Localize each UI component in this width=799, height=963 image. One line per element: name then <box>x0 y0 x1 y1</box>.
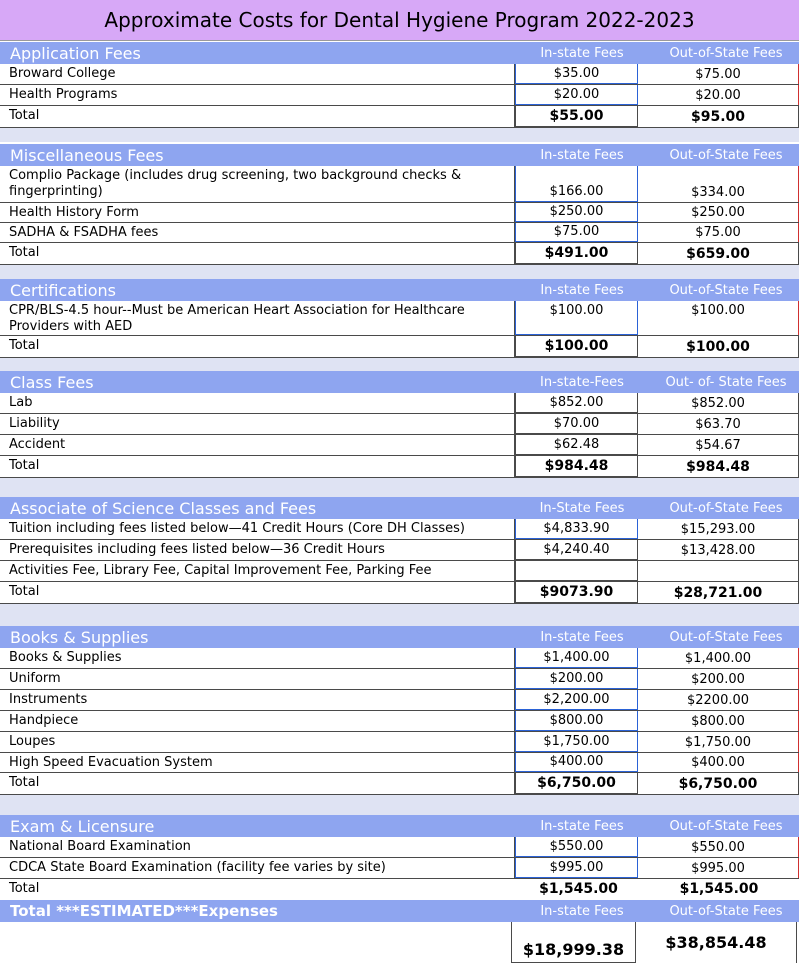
row-label: Loupes <box>0 732 515 752</box>
out-of-state-value: $1,750.00 <box>638 732 799 752</box>
col-out-of-state-header: Out-of-State Fees <box>669 819 783 834</box>
row-label: Broward College <box>0 64 515 84</box>
in-state-value: $995.00 <box>515 858 638 878</box>
in-state-value: $100.00 <box>515 301 638 335</box>
table-row <box>0 732 799 753</box>
in-state-total: $491.00 <box>515 243 638 264</box>
out-of-state-total: $984.48 <box>638 456 799 477</box>
row-label: Books & Supplies <box>0 648 515 668</box>
table-row <box>0 203 799 223</box>
row-label: CDCA State Board Examination (facility fee varies by site) <box>0 858 515 878</box>
table-row <box>0 519 799 540</box>
out-of-state-value: $400.00 <box>638 753 799 772</box>
total-row <box>0 336 799 358</box>
section-title: Certifications <box>10 281 116 300</box>
table-row <box>0 648 799 669</box>
out-of-state-value: $100.00 <box>638 301 799 335</box>
in-state-value: $852.00 <box>515 393 638 413</box>
section-books-supplies <box>0 626 799 819</box>
section-gap <box>0 604 799 626</box>
section-gap <box>0 265 799 279</box>
table-row <box>0 393 799 414</box>
table-row <box>0 837 799 858</box>
table-row <box>0 858 799 879</box>
out-of-state-total: $28,721.00 <box>638 582 799 603</box>
section-exam-licensure <box>0 815 799 899</box>
in-state-total: $55.00 <box>515 106 638 127</box>
table-row <box>0 64 799 85</box>
section-header <box>0 279 799 301</box>
in-state-total: $9073.90 <box>515 582 638 603</box>
in-state-value: $35.00 <box>515 64 638 84</box>
table-row <box>0 753 799 773</box>
section-application-fees <box>0 42 799 142</box>
total-label: Total <box>0 336 515 357</box>
in-state-total: $6,750.00 <box>515 773 638 794</box>
col-in-state-header: In-State Fees <box>539 501 625 516</box>
col-in-state-header: In-state Fees <box>540 148 624 163</box>
out-of-state-value: $20.00 <box>638 85 799 105</box>
total-label: Total <box>0 582 515 603</box>
row-label: Handpiece <box>0 711 515 731</box>
in-state-value: $20.00 <box>515 85 638 105</box>
grand-in-state-total: $18,999.38 <box>511 922 636 963</box>
out-of-state-total: $1,545.00 <box>679 881 759 897</box>
col-out-of-state-header: Out-of-State Fees <box>669 148 783 163</box>
grand-total-label: Total ***ESTIMATED***Expenses <box>10 902 278 920</box>
row-label: CPR/BLS-4.5 hour--Must be American Heart Association for Healthcare Providers with AED <box>0 301 515 335</box>
row-label: Activities Fee, Library Fee, Capital Improvement Fee, Parking Fee <box>0 561 515 581</box>
table-row <box>0 223 799 243</box>
section-header <box>0 42 799 64</box>
total-label: Total <box>0 773 515 794</box>
row-label: Liability <box>0 414 515 434</box>
out-of-state-value: $15,293.00 <box>638 519 799 539</box>
section-title: Class Fees <box>10 373 94 392</box>
in-state-value: $4,240.40 <box>515 540 638 560</box>
in-state-value: $1,400.00 <box>515 648 638 668</box>
in-state-value <box>515 561 638 581</box>
grand-out-of-state-total: $38,854.48 <box>636 922 797 963</box>
in-state-value: $200.00 <box>515 669 638 689</box>
row-label: Health Programs <box>0 85 515 105</box>
section-header <box>0 626 799 648</box>
out-of-state-value <box>638 561 799 581</box>
page-title: Approximate Costs for Dental Hygiene Program 2022-2023 <box>0 0 799 41</box>
total-row <box>0 456 799 478</box>
total-row <box>0 106 799 128</box>
col-in-state-header: In-state-Fees <box>540 375 624 390</box>
section-header <box>0 497 799 519</box>
in-state-value: $4,833.90 <box>515 519 638 539</box>
table-row <box>0 690 799 711</box>
table-row <box>0 435 799 456</box>
in-state-value: $166.00 <box>515 166 638 202</box>
grand-total-values <box>511 922 799 963</box>
out-of-state-total: $659.00 <box>638 243 799 264</box>
grand-total-header <box>0 900 799 922</box>
col-out-of-state-header: Out-of-State Fees <box>669 501 783 516</box>
section-title: Books & Supplies <box>10 628 149 647</box>
table-row <box>0 561 799 582</box>
col-in-state-header: In-state Fees <box>540 46 624 61</box>
section-associate-of-science <box>0 497 799 626</box>
total-row <box>0 879 799 899</box>
row-label: Instruments <box>0 690 515 710</box>
row-label: Accident <box>0 435 515 455</box>
total-label: Total <box>0 106 515 127</box>
section-title: Application Fees <box>10 44 141 63</box>
table-row <box>0 301 799 336</box>
in-state-value: $550.00 <box>515 837 638 857</box>
out-of-state-value: $75.00 <box>638 223 799 242</box>
out-of-state-value: $852.00 <box>638 393 799 413</box>
out-of-state-value: $334.00 <box>638 166 799 202</box>
row-label: Lab <box>0 393 515 413</box>
table-row <box>0 414 799 435</box>
in-state-value: $2,200.00 <box>515 690 638 710</box>
row-label: Complio Package (includes drug screening, two background checks & fingerprinting) <box>0 166 515 202</box>
table-row <box>0 669 799 690</box>
out-of-state-total: $100.00 <box>638 336 799 357</box>
col-in-state-header: In-state Fees <box>540 903 624 919</box>
table-row <box>0 540 799 561</box>
col-out-of-state-header: Out- of- State Fees <box>665 375 787 390</box>
section-class-fees <box>0 371 799 498</box>
row-label: SADHA & FSADHA fees <box>0 223 515 242</box>
section-miscellaneous-fees <box>0 144 799 279</box>
section-certifications <box>0 279 799 372</box>
row-label: High Speed Evacuation System <box>0 753 515 772</box>
col-out-of-state-header: Out-of-State Fees <box>669 46 783 61</box>
total-row <box>0 243 799 265</box>
section-header <box>0 371 799 393</box>
in-state-value: $70.00 <box>515 414 638 434</box>
in-state-value: $250.00 <box>515 203 638 222</box>
out-of-state-total: $95.00 <box>638 106 799 127</box>
out-of-state-value: $200.00 <box>638 669 799 689</box>
section-title: Associate of Science Classes and Fees <box>10 499 317 518</box>
section-gap <box>0 358 799 372</box>
col-in-state-header: In-state Fees <box>540 819 624 834</box>
total-label: Total <box>0 456 515 477</box>
col-out-of-state-header: Out-of-State Fees <box>669 283 783 298</box>
total-row <box>0 582 799 604</box>
row-label: Health History Form <box>0 203 515 222</box>
in-state-total: $984.48 <box>515 456 638 477</box>
col-in-state-header: In-state Fees <box>540 283 624 298</box>
in-state-total: $100.00 <box>515 336 638 357</box>
col-out-of-state-header: Out-of-State Fees <box>669 903 783 919</box>
in-state-value: $400.00 <box>515 753 638 772</box>
total-row <box>0 773 799 795</box>
section-header <box>0 815 799 837</box>
total-label: Total <box>9 881 40 896</box>
out-of-state-value: $995.00 <box>638 858 799 878</box>
table-row <box>0 85 799 106</box>
in-state-total: $1,545.00 <box>539 881 618 897</box>
total-label: Total <box>0 243 515 264</box>
col-out-of-state-header: Out-of-State Fees <box>669 630 783 645</box>
table-row <box>0 166 799 203</box>
out-of-state-value: $54.67 <box>638 435 799 455</box>
col-in-state-header: In-state Fees <box>540 630 624 645</box>
out-of-state-value: $2200.00 <box>638 690 799 710</box>
in-state-value: $1,750.00 <box>515 732 638 752</box>
out-of-state-total: $6,750.00 <box>638 773 799 794</box>
row-label: Tuition including fees listed below—41 Credit Hours (Core DH Classes) <box>0 519 515 539</box>
section-gap <box>0 478 799 498</box>
row-label: National Board Examination <box>0 837 515 857</box>
row-label: Uniform <box>0 669 515 689</box>
out-of-state-value: $550.00 <box>638 837 799 857</box>
out-of-state-value: $75.00 <box>638 64 799 84</box>
in-state-value: $800.00 <box>515 711 638 731</box>
section-title: Exam & Licensure <box>10 817 155 836</box>
in-state-value: $75.00 <box>515 223 638 242</box>
out-of-state-value: $1,400.00 <box>638 648 799 668</box>
out-of-state-value: $250.00 <box>638 203 799 222</box>
out-of-state-value: $63.70 <box>638 414 799 434</box>
section-gap <box>0 128 799 142</box>
section-title: Miscellaneous Fees <box>10 146 164 165</box>
in-state-value: $62.48 <box>515 435 638 455</box>
out-of-state-value: $800.00 <box>638 711 799 731</box>
table-row <box>0 711 799 732</box>
section-header <box>0 144 799 166</box>
out-of-state-value: $13,428.00 <box>638 540 799 560</box>
row-label: Prerequisites including fees listed below—36 Credit Hours <box>0 540 515 560</box>
